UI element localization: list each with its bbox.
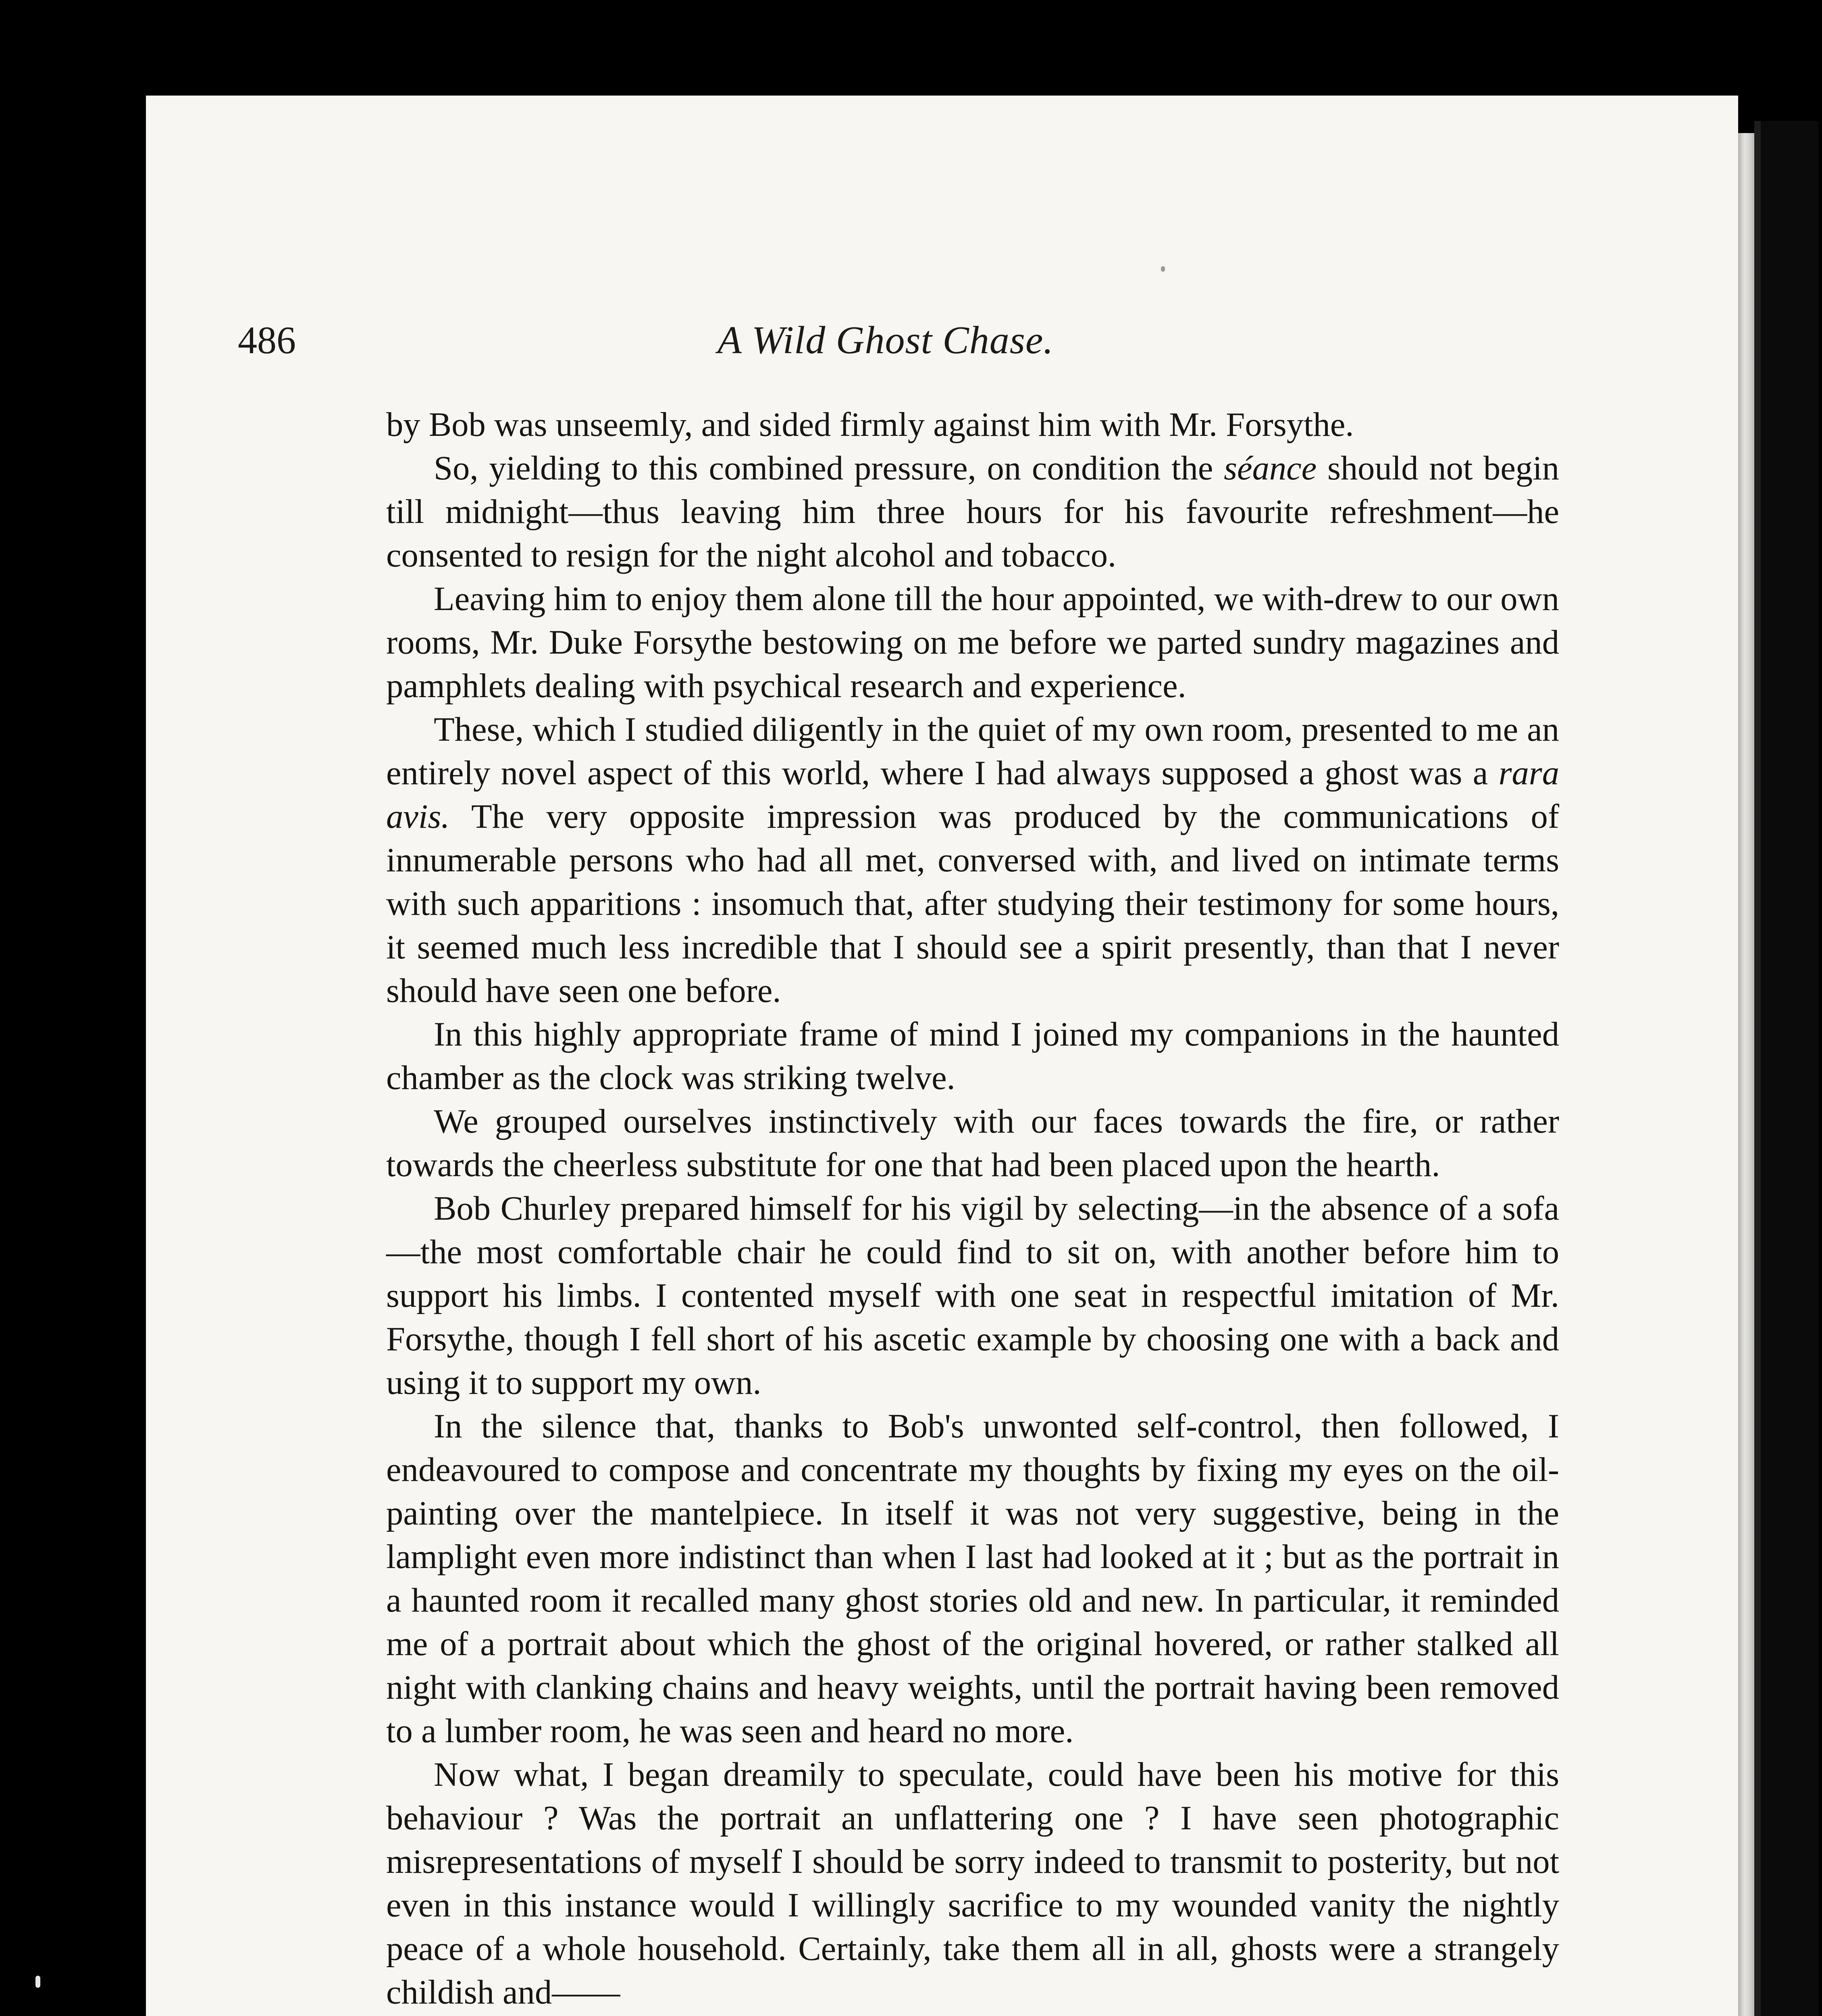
- paragraph: [386, 447, 1559, 577]
- scan-speck: [35, 1976, 40, 1988]
- paragraph-text: So, yielding to this combined pressure, on condition the: [434, 450, 1224, 487]
- running-title: A Wild Ghost Chase.: [718, 319, 1054, 362]
- running-head: [238, 318, 1318, 378]
- paragraph-text: The very opposite impression was produced by the communications of innumerable persons who had all met, conversed with, and lived on intimate terms with such apparitions : insomuch that, after studying their testimony for some hours, it seemed much less incredible that I should see a spirit presently, than that I never should have seen one before.: [386, 798, 1559, 1010]
- paragraph-text: These, which I studied diligently in the quiet of my own room, presented to me an entirely novel aspect of this world, where I had always supposed a ghost was a: [386, 711, 1559, 792]
- page-number: 486: [238, 319, 296, 362]
- paragraph-text: should not begin till midnight—thus leaving him three hours for his favourite refreshment—he consented to resign for the night alcohol and tobacco.: [386, 450, 1559, 574]
- italic-text: rara avis.: [386, 754, 1559, 835]
- paragraph: Bob Churley prepared himself for his vigil by selecting—in the absence of a sofa—the most comfortable chair he could find to sit on, with another before him to support his limbs. I contented myself with one seat in respectful imitation of Mr. Forsythe, though I fell short of his ascetic example by choosing one with a back and using it to support my own.: [386, 1190, 1559, 1402]
- paragraph: We grouped ourselves instinctively with our faces towards the fire, or rather towards the cheerless substitute for one that had been placed upon the hearth.: [386, 1103, 1559, 1184]
- scan-speck: [1161, 266, 1165, 272]
- body-text: [386, 403, 1559, 2014]
- paragraph: In the silence that, thanks to Bob's unwonted self-control, then followed, I endeavoured to compose and concentrate my thoughts by fixing my eyes on the oil-painting over the mantelpiece. In itself it was not very suggestive, being in the lamplight even more indistinct than when I last had looked at it ; but as the portrait in a haunted room it recalled many ghost stories old and new. In particular, it reminded me of a portrait about which the ghost of the original hovered, or rather stalked all night with clanking chains and heavy weights, until the portrait having been removed to a lumber room, he was seen and heard no more.: [386, 1408, 1559, 1750]
- italic-text: séance: [1224, 450, 1317, 487]
- paragraph: Now what, I began dreamily to speculate, could have been his motive for this behaviour ? Was the portrait an unflattering one ? I have seen photographic misrepresentations of myself I should be sorry indeed to transmit to posterity, but not even in this instance would I willingly sacrifice to my wounded vanity the nightly peace of a whole household. Certainly, take them all in all, ghosts were a strangely childish and——: [386, 1756, 1559, 2011]
- paragraph: [386, 708, 1559, 1013]
- paragraph: In this highly appropriate frame of mind I joined my companions in the haunted chamber as the clock was striking twelve.: [386, 1016, 1559, 1097]
- paragraph: by Bob was unseemly, and sided firmly against him with Mr. Forsythe.: [386, 406, 1354, 444]
- paragraph: Leaving him to enjoy them alone till the hour appointed, we with-drew to our own rooms, Mr. Duke Forsythe bestowing on me before we parted sundry magazines and pamphlets dealing with psychical research and experience.: [386, 580, 1559, 705]
- page-binding-edge: [1738, 133, 1754, 2016]
- adjacent-page-edge: [1754, 121, 1819, 2016]
